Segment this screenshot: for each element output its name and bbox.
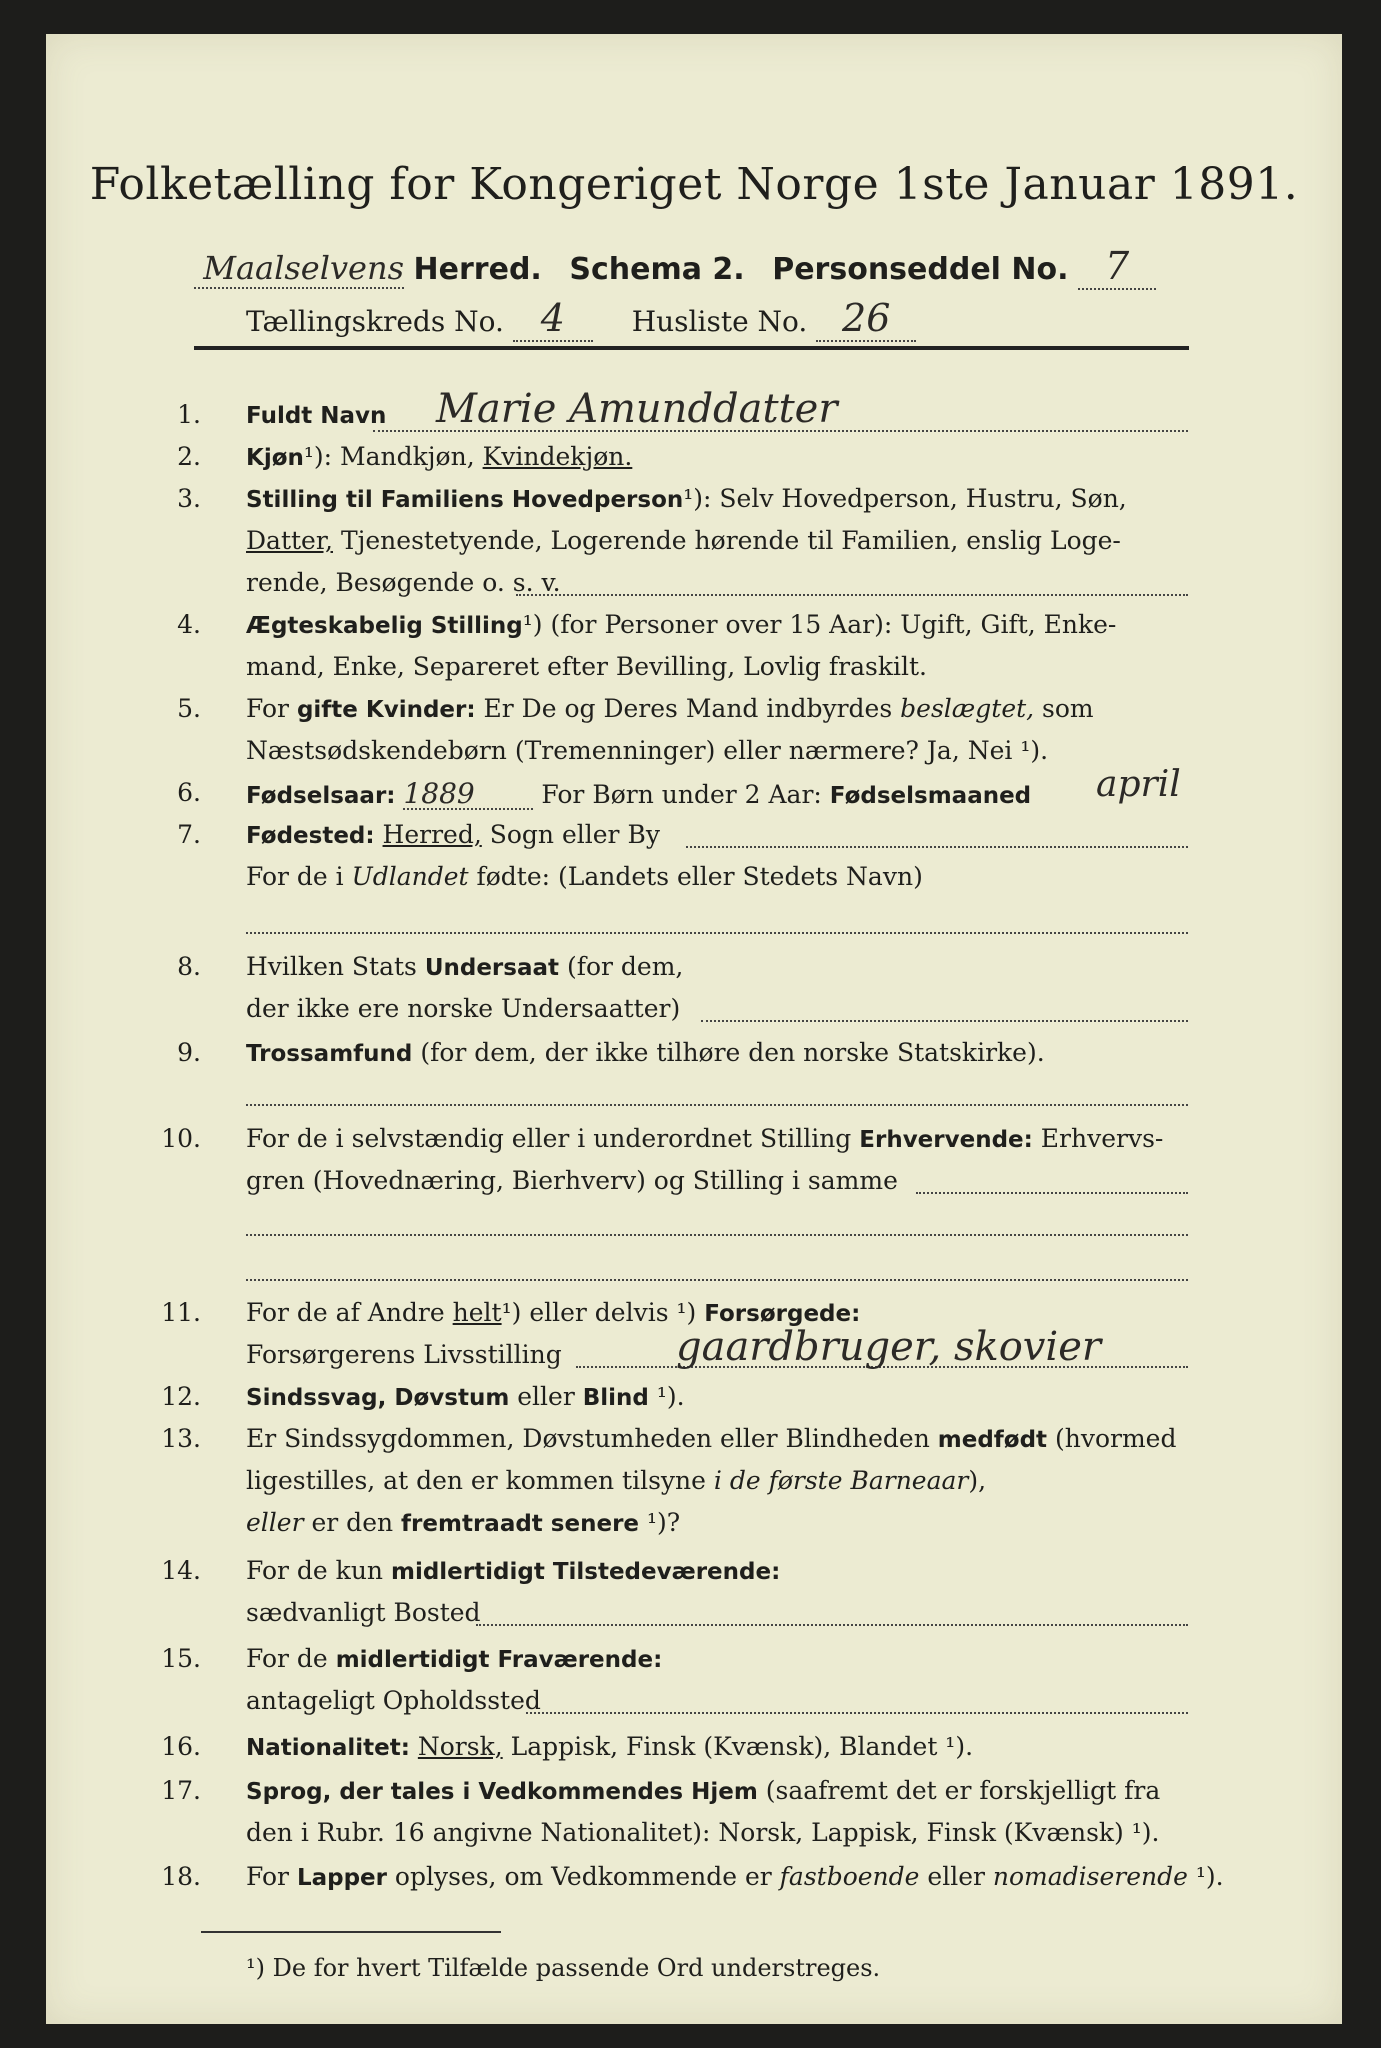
q14-fill-line (476, 1624, 1188, 1626)
q13-line3a: eller (246, 1508, 304, 1537)
q16-number: 16. (161, 1732, 201, 1761)
q14-pre: For de kun (246, 1556, 391, 1585)
q2-label: Kjøn (246, 445, 304, 471)
q17-label: Sprog, der tales i Vedkommendes Hjem (246, 1779, 758, 1805)
q12-number: 12. (161, 1382, 201, 1411)
personseddel-number: 7 (1078, 244, 1156, 290)
q11-answer-handwritten: gaardbruger, skovier (676, 1324, 1101, 1370)
q4-line1: ¹) (for Personer over 15 Aar): Ugift, Gift, Enke- (522, 610, 1117, 639)
q10-fill-line (916, 1192, 1188, 1194)
q9-label: Trossamfund (246, 1041, 413, 1067)
q5-line1b: beslægtet, (900, 694, 1035, 723)
q8-line2-text: der ikke ere norske Undersaatter) (246, 994, 681, 1023)
q15-line2-text: antageligt Opholdssted (246, 1686, 541, 1715)
q13-line3b: er den (303, 1508, 402, 1537)
q10-pre: For de i selvstændig eller i underordnet Stilling (246, 1124, 860, 1153)
q6-year-answer: 1889 (403, 780, 533, 810)
q7-line2b: Udlandet (351, 862, 469, 891)
q7-fill-line-2 (246, 932, 1188, 934)
q13-line2c: ), (968, 1466, 987, 1495)
q10-label: Erhvervende: (859, 1127, 1033, 1153)
q17-line2-text: den i Rubr. 16 angivne Nationalitet): Norsk, Lappisk, Finsk (Kvænsk) ¹). (246, 1818, 1160, 1847)
q6-month-answer: april (1096, 764, 1181, 805)
q15-label: midlertidigt Fraværende: (335, 1647, 663, 1673)
q3-line2 (246, 528, 1121, 553)
q18-fastboende: fastboende (779, 1862, 920, 1891)
q5-label: gifte Kvinder: (296, 697, 476, 723)
q4-line2 (246, 654, 927, 679)
q4-line2-text: mand, Enke, Separeret efter Bevilling, Lovlig fraskilt. (246, 652, 927, 681)
q14-number: 14. (161, 1556, 201, 1585)
q2-sup: ¹): (303, 442, 333, 471)
q13-line1c: (hvormed (1047, 1424, 1177, 1453)
q11-number: 11. (161, 1298, 201, 1327)
q16-label: Nationalitet: (246, 1735, 410, 1761)
q13-line3c: fremtraadt senere (401, 1511, 640, 1537)
q7-option-herred: Herred, (382, 820, 482, 849)
q10-fill-line-3 (246, 1279, 1188, 1281)
header-divider (194, 346, 1189, 350)
q18-label: Lapper (296, 1865, 387, 1891)
q15-number: 15. (161, 1644, 201, 1673)
q15-fill-line (526, 1712, 1188, 1714)
footnote-divider (201, 1931, 501, 1933)
q3-number: 3. (177, 484, 201, 513)
q7-rest: Sogn eller By (481, 820, 660, 849)
census-form (46, 34, 1342, 2024)
q13-line3d: ¹)? (639, 1508, 681, 1537)
q16-option-norsk: Norsk, (417, 1732, 503, 1761)
q2-option-mandkjon: Mandkjøn, (340, 442, 475, 471)
q17-rest: (saafremt det er forskjelligt fra (757, 1776, 1161, 1805)
husliste-number: 26 (816, 296, 916, 342)
q13-line1a: Er Sindssygdommen, Døvstumheden eller Blindheden (246, 1424, 938, 1453)
q15-pre: For de (246, 1644, 336, 1673)
q17-line2 (246, 1820, 1159, 1845)
q2-option-kvindekjon: Kvindekjøn. (482, 442, 633, 471)
q10-number: 10. (161, 1124, 201, 1153)
q9-number: 9. (177, 1038, 201, 1067)
q11-option-helt: helt (452, 1298, 502, 1327)
q1-number: 1. (177, 400, 201, 429)
q5-line2-text: Næstsødskendebørn (Tremenninger) eller nærmere? Ja, Nei ¹). (246, 736, 1049, 765)
q8-fill-line (701, 1020, 1188, 1022)
header-line-1 (194, 244, 1156, 290)
q5-line1c: som (1034, 694, 1094, 723)
q10-rest: Erhvervs- (1032, 1124, 1164, 1153)
q5-number: 5. (177, 694, 201, 723)
q10-line2 (246, 1168, 898, 1193)
q11-mid: ¹) eller delvis ¹) (501, 1298, 705, 1327)
q1-answer-handwritten: Marie Amunddatter (436, 386, 838, 432)
q13-line1b: medfødt (937, 1427, 1048, 1453)
herred-handwritten: Maalselvens (194, 249, 404, 289)
q9-fill-line (246, 1104, 1188, 1106)
q18-pre: For (246, 1862, 297, 1891)
q14-line2-text: sædvanligt Bosted (246, 1598, 481, 1627)
q1-label: Fuldt Navn (246, 403, 387, 429)
q9-rest: (for dem, der ikke tilhøre den norske Statskirke). (412, 1038, 1045, 1067)
q7-number: 7. (177, 820, 201, 849)
q4-number: 4. (177, 610, 201, 639)
q3-label: Stilling til Familiens Hovedperson (246, 487, 684, 513)
q3-line3-text: rende, Besøgende o. s. v. (246, 568, 561, 597)
q13-number: 13. (161, 1424, 201, 1453)
husliste-label: Husliste No. (631, 305, 808, 338)
kreds-label: Tællingskreds No. (246, 305, 504, 338)
q18-mid: oplyses, om Vedkommende er (386, 1862, 780, 1891)
q3-line3 (246, 570, 561, 595)
q7-fill-line (686, 846, 1188, 848)
kreds-number: 4 (513, 296, 593, 342)
q5-pre: For (246, 694, 289, 723)
herred-label: Herred. (413, 252, 542, 287)
q7-line2c: fødte: (Landets eller Stedets Navn) (468, 862, 923, 891)
q4-label: Ægteskabelig Stilling (246, 613, 523, 639)
footnote: ¹) De for hvert Tilfælde passende Ord understreges. (246, 1954, 881, 1982)
q18-nomadiserende: nomadiserende (992, 1862, 1188, 1891)
q18-mid2: eller (919, 1862, 993, 1891)
q8-label: Undersaat (424, 955, 559, 981)
q18-rest: ¹). (1187, 1862, 1224, 1891)
q18-number: 18. (161, 1862, 201, 1891)
q5-line2 (246, 738, 1048, 763)
q3-option-datter: Datter, (246, 526, 333, 555)
q3-line2-rest: Tjenestetyende, Logerende hørende til Familien, enslig Loge- (333, 526, 1121, 555)
q14-line2 (246, 1600, 481, 1625)
q13-line3 (246, 1510, 680, 1536)
q3-line1: ¹): Selv Hovedperson, Hustru, Søn, (683, 484, 1127, 513)
q15-line2 (246, 1688, 541, 1713)
q3-fill-line (516, 594, 1188, 596)
q17-number: 17. (161, 1776, 201, 1805)
q6-label2: Fødselsmaaned (829, 783, 1032, 809)
q12-rest: ¹). (648, 1382, 685, 1411)
q8-line2 (246, 996, 680, 1021)
q8-pre: Hvilken Stats (246, 952, 425, 981)
q8-rest: (for dem, (559, 952, 684, 981)
q11-line2-text: Forsørgerens Livsstilling (246, 1340, 562, 1369)
q7-line2a: For de i (246, 862, 352, 891)
q11-line2 (246, 1342, 562, 1367)
q13-line2 (246, 1468, 986, 1493)
q12-label2: Blind (582, 1385, 649, 1411)
form-title: Folketælling for Kongeriget Norge 1ste Januar 1891. (89, 159, 1299, 210)
personseddel-label: Personseddel No. (772, 252, 1069, 287)
q14-label: midlertidigt Tilstedeværende: (390, 1559, 781, 1585)
q2-number: 2. (177, 442, 201, 471)
q12-mid: eller (509, 1382, 583, 1411)
q7-label: Fødested: (246, 823, 375, 849)
q10-line2-text: gren (Hovednæring, Bierhverv) og Stilling i samme (246, 1166, 898, 1195)
schema-label: Schema 2. (569, 252, 745, 287)
q6-label: Fødselsaar: (246, 783, 396, 809)
q13-line2a: ligestilles, at den er kommen tilsyne (246, 1466, 714, 1495)
q16-rest: Lappisk, Finsk (Kvænsk), Blandet ¹). (502, 1732, 974, 1761)
q11-label: Forsørgede: (704, 1301, 861, 1327)
q7-line2 (246, 864, 923, 889)
q11-pre: For de af Andre (246, 1298, 453, 1327)
q5-line1a: Er De og Deres Mand indbyrdes (475, 694, 901, 723)
q12-label: Sindssvag, Døvstum (246, 1385, 510, 1411)
q8-number: 8. (177, 952, 201, 981)
q6-mid: For Børn under 2 Aar: (541, 780, 822, 809)
q6-number: 6. (177, 778, 201, 807)
header-line-2 (246, 296, 916, 342)
q13-line2b: i de første Barneaar (713, 1466, 969, 1495)
q10-fill-line-2 (246, 1234, 1188, 1236)
